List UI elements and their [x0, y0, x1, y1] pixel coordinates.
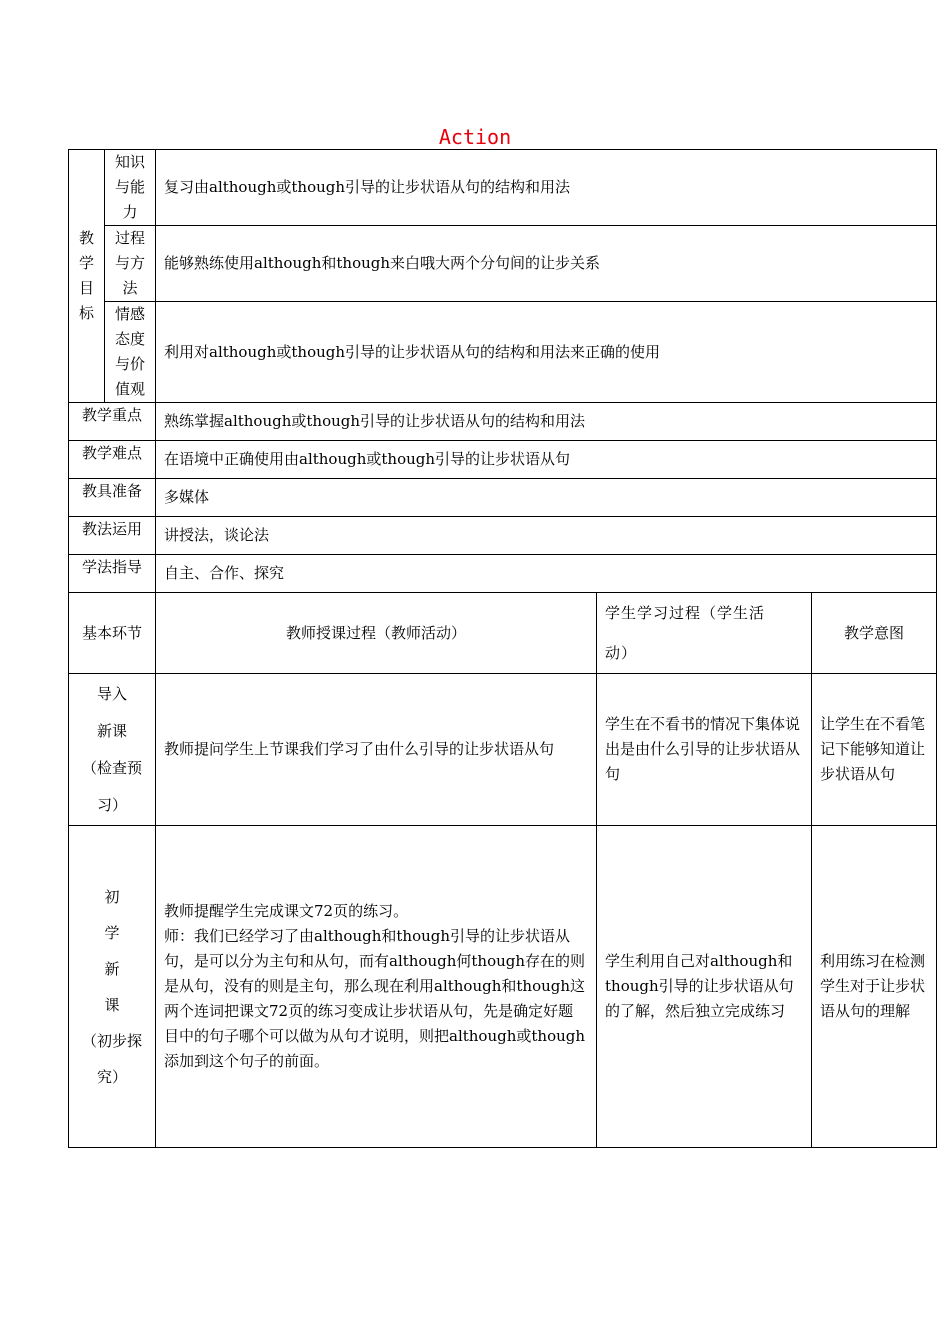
teacher-activity-new-lesson: 教师提醒学生完成课文72页的练习。 师：我们已经学习了由although和though引导的让步状语从句，是可以分为主句和从句，而有although何though存在的则是从句，没有的则是主句，那么现在利用although和though这两个连词把课文72页的练习变成让步状语从句，先是确定好题目中的句子哪个可以做为从句才说明，则把although或though添加到这个句子的前面。: [156, 826, 597, 1148]
info-content-key-points: 熟练掌握although或though引导的让步状语从句的结构和用法: [156, 403, 937, 441]
student-activity-new-lesson: 学生利用自己对although和though引导的让步状语从句的了解，然后独立完成练习: [597, 826, 812, 1148]
teacher-activity-intro: 教师提问学生上节课我们学习了由什么引导的让步状语从句: [156, 674, 597, 826]
header-step: 基本环节: [69, 593, 156, 674]
step-cell-intro: 导入 新课 （检查预 习）: [69, 674, 156, 826]
info-label-key-points: 教学重点: [69, 403, 156, 441]
info-content-difficulties: 在语境中正确使用由although或though引导的让步状语从句: [156, 441, 937, 479]
header-intent: 教学意图: [812, 593, 937, 674]
lesson-plan-table: [68, 149, 937, 1148]
document-title: Action: [438, 125, 512, 149]
objective-content-process: 能够熟练使用although和though来白哦大两个分句间的让步关系: [156, 226, 937, 302]
objective-content-knowledge: 复习由although或though引导的让步状语从句的结构和用法: [156, 150, 937, 226]
step-cell-new-lesson: 初 学 新 课 （初步探 究）: [69, 826, 156, 1148]
info-label-learning-methods: 学法指导: [69, 555, 156, 593]
info-content-learning-methods: 自主、合作、探究: [156, 555, 937, 593]
student-activity-intro: 学生在不看书的情况下集体说出是由什么引导的让步状语从句: [597, 674, 812, 826]
info-label-materials: 教具准备: [69, 479, 156, 517]
info-label-difficulties: 教学难点: [69, 441, 156, 479]
objectives-label: 教 学 目 标: [69, 150, 105, 403]
info-content-materials: 多媒体: [156, 479, 937, 517]
header-student-activity: 学生学习过程（学生活 动）: [597, 593, 812, 674]
header-teacher-activity: 教师授课过程（教师活动）: [156, 593, 597, 674]
objective-category-attitude: 情感 态度 与价 值观: [105, 302, 156, 403]
info-label-teaching-methods: 教法运用: [69, 517, 156, 555]
objective-category-process: 过程 与方 法: [105, 226, 156, 302]
objective-category-knowledge: 知识 与能 力: [105, 150, 156, 226]
intent-intro: 让学生在不看笔记下能够知道让步状语从句: [812, 674, 937, 826]
objective-content-attitude: 利用对although或though引导的让步状语从句的结构和用法来正确的使用: [156, 302, 937, 403]
intent-new-lesson: 利用练习在检测学生对于让步状语从句的理解: [812, 826, 937, 1148]
info-content-teaching-methods: 讲授法，谈论法: [156, 517, 937, 555]
